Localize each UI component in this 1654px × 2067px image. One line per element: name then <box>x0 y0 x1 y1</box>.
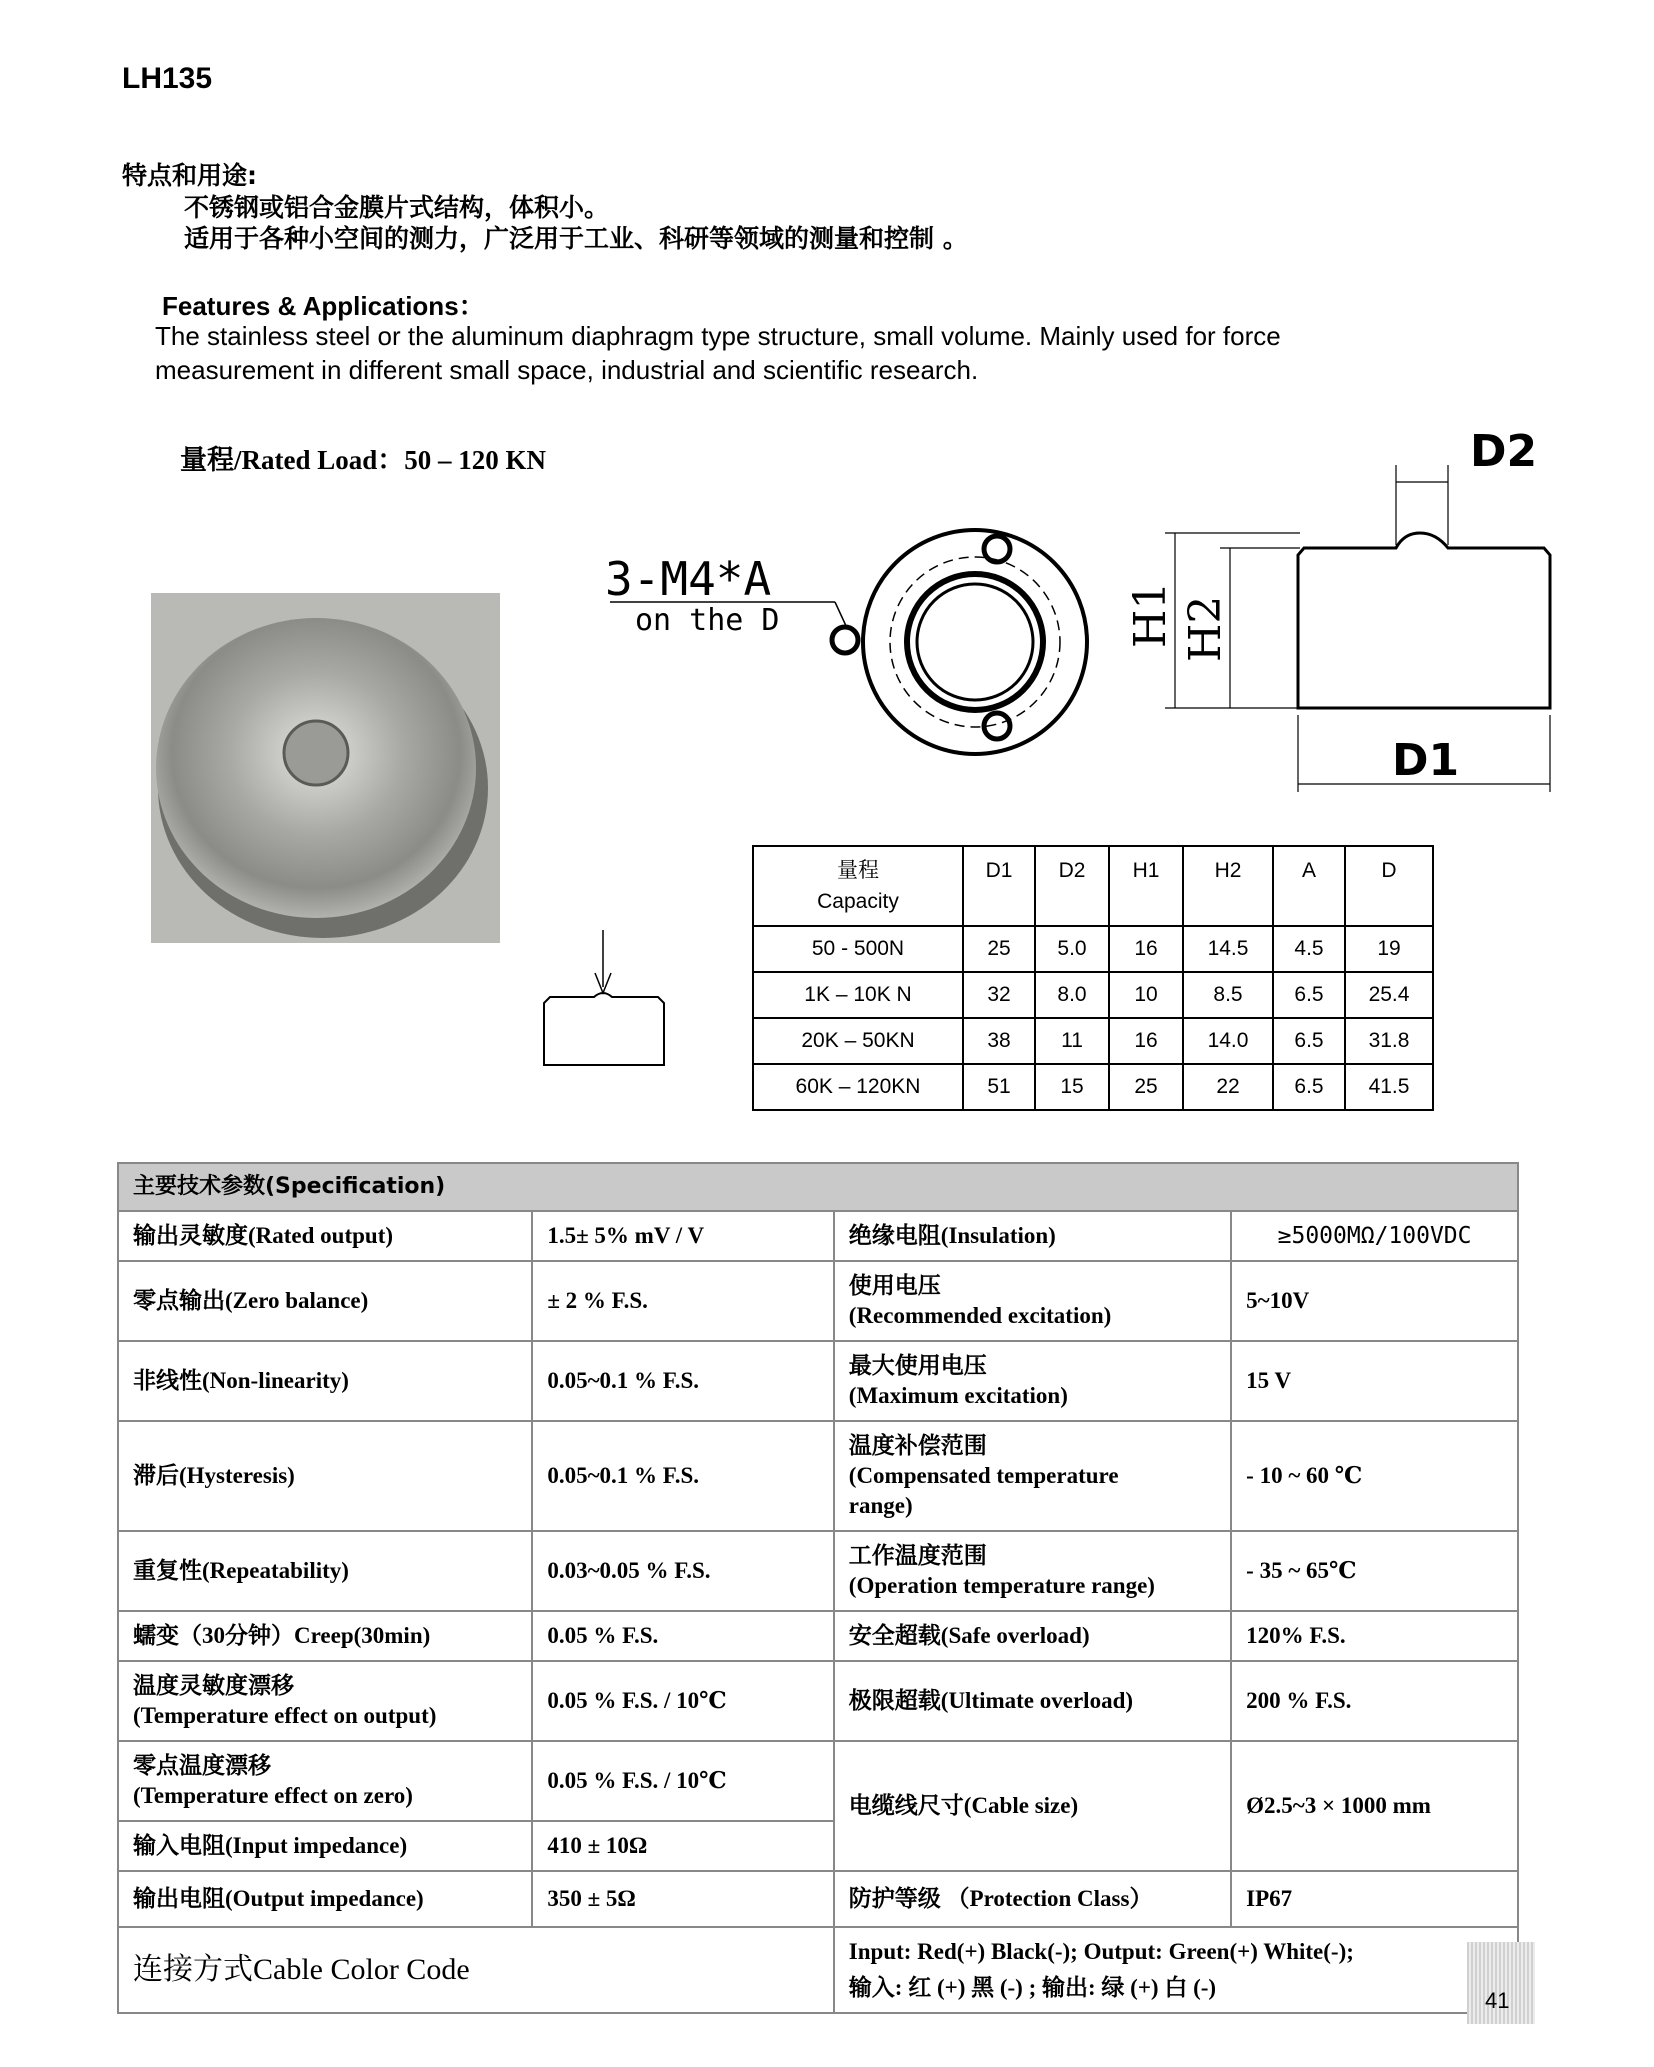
spec-label: 蠕变（30分钟）Creep(30min) <box>118 1611 532 1661</box>
capacity-cell: 20K – 50KN <box>753 1018 963 1064</box>
value-cell: 16 <box>1109 1018 1183 1064</box>
value-cell: 8.5 <box>1183 972 1273 1018</box>
spec-label: 输入电阻(Input impedance) <box>118 1821 532 1871</box>
spec-label: 最大使用电压 (Maximum excitation) <box>834 1341 1231 1421</box>
spec-value: 0.05~0.1 % F.S. <box>532 1421 833 1531</box>
spec-value: 0.05~0.1 % F.S. <box>532 1341 833 1421</box>
spec-value: 5~10V <box>1231 1261 1518 1341</box>
value-cell: 16 <box>1109 926 1183 972</box>
table-row <box>753 1064 1433 1110</box>
capacity-cell: 1K – 10K N <box>753 972 963 1018</box>
spec-value: ± 2 % F.S. <box>532 1261 833 1341</box>
spec-label: 温度灵敏度漂移 (Temperature effect on output) <box>118 1661 532 1741</box>
table-row <box>118 1611 1518 1661</box>
table-row <box>118 1211 1518 1261</box>
col-header: A <box>1273 846 1345 926</box>
spec-value: Ø2.5~3 × 1000 mm <box>1231 1741 1518 1871</box>
capacity-cell: 50 - 500N <box>753 926 963 972</box>
spec-label: 非线性(Non-linearity) <box>118 1341 532 1421</box>
features-zh-line1: 不锈钢或铝合金膜片式结构，体积小。 <box>184 193 610 222</box>
product-photo <box>151 593 500 943</box>
table-row <box>118 1661 1518 1741</box>
value-cell: 25 <box>1109 1064 1183 1110</box>
value-cell: 38 <box>963 1018 1035 1064</box>
spec-value: 1.5± 5% mV / V <box>532 1211 833 1261</box>
value-cell: 6.5 <box>1273 1064 1345 1110</box>
value-cell: 6.5 <box>1273 1018 1345 1064</box>
spec-value: 350 ± 5Ω <box>532 1871 833 1927</box>
value-cell: 22 <box>1183 1064 1273 1110</box>
value-cell: 31.8 <box>1345 1018 1433 1064</box>
spec-value: 0.05 % F.S. / 10℃ <box>532 1661 833 1741</box>
cable-color-value: Input: Red(+) Black(-); Output: Green(+) White(-); 输入: 红 (+) 黑 (-) ; 输出: 绿 (+) 白 (-) <box>834 1927 1518 2013</box>
table-row <box>118 1871 1518 1927</box>
value-cell: 14.5 <box>1183 926 1273 972</box>
load-cell-photo-icon <box>151 593 500 943</box>
features-en-line1: The stainless steel or the aluminum diaphragm type structure, small volume. Mainly used for force <box>155 321 1281 351</box>
table-row <box>753 926 1433 972</box>
spec-value: IP67 <box>1231 1871 1518 1927</box>
table-row <box>118 1421 1518 1531</box>
table-row <box>118 1341 1518 1421</box>
rated-load: 量程/Rated Load：50 – 120 KN <box>180 445 547 475</box>
page-title: LH135 <box>122 62 213 95</box>
spec-value: ≥5000MΩ/100VDC <box>1231 1211 1518 1261</box>
table-row <box>753 1018 1433 1064</box>
capacity-cell: 60K – 120KN <box>753 1064 963 1110</box>
spec-label: 滞后(Hysteresis) <box>118 1421 532 1531</box>
h2-label: H2 <box>1180 595 1231 662</box>
value-cell: 41.5 <box>1345 1064 1433 1110</box>
col-header: D1 <box>963 846 1035 926</box>
col-header: H1 <box>1109 846 1183 926</box>
col-header: H2 <box>1183 846 1273 926</box>
thread-sublabel: on the D <box>635 603 780 638</box>
table-row <box>118 1531 1518 1611</box>
spec-heading: 主要技术参数(Specification) <box>118 1163 1518 1211</box>
col-header: D2 <box>1035 846 1109 926</box>
side-view-drawing <box>1120 430 1560 810</box>
capacity-header: 量程 Capacity <box>753 846 963 926</box>
value-cell: 51 <box>963 1064 1035 1110</box>
value-cell: 5.0 <box>1035 926 1109 972</box>
value-cell: 4.5 <box>1273 926 1345 972</box>
spec-label: 输出灵敏度(Rated output) <box>118 1211 532 1261</box>
spec-value: - 10 ~ 60 ℃ <box>1231 1421 1518 1531</box>
value-cell: 10 <box>1109 972 1183 1018</box>
table-row <box>753 972 1433 1018</box>
value-cell: 14.0 <box>1183 1018 1273 1064</box>
spec-value: 410 ± 10Ω <box>532 1821 833 1871</box>
features-en-heading: Features & Applications： <box>162 291 485 321</box>
spec-label: 零点输出(Zero balance) <box>118 1261 532 1341</box>
load-direction-drawing <box>540 925 680 1070</box>
col-header: D <box>1345 846 1433 926</box>
value-cell: 32 <box>963 972 1035 1018</box>
spec-value: - 35 ~ 65℃ <box>1231 1531 1518 1611</box>
value-cell: 8.0 <box>1035 972 1109 1018</box>
value-cell: 25.4 <box>1345 972 1433 1018</box>
spec-label: 使用电压 (Recommended excitation) <box>834 1261 1231 1341</box>
spec-label: 极限超载(Ultimate overload) <box>834 1661 1231 1741</box>
spec-value: 200 % F.S. <box>1231 1661 1518 1741</box>
spec-value: 0.05 % F.S. / 10℃ <box>532 1741 833 1821</box>
spec-value: 0.05 % F.S. <box>532 1611 833 1661</box>
features-en-line2: measurement in different small space, industrial and scientific research. <box>155 355 979 385</box>
spec-label: 防护等级 （Protection Class） <box>834 1871 1231 1927</box>
specification-table <box>117 1162 1519 2014</box>
features-zh-heading: 特点和用途: <box>122 161 257 190</box>
h1-label: H1 <box>1125 581 1176 648</box>
cable-color-label: 连接方式Cable Color Code <box>118 1927 834 2013</box>
table-row <box>118 1741 1518 1821</box>
spec-value: 15 V <box>1231 1341 1518 1421</box>
table-row <box>118 1261 1518 1341</box>
spec-label: 工作温度范围 (Operation temperature range) <box>834 1531 1231 1611</box>
spec-value: 120% F.S. <box>1231 1611 1518 1661</box>
value-cell: 6.5 <box>1273 972 1345 1018</box>
thread-label: 3-M4*A <box>605 552 772 606</box>
page-number: 41 <box>1467 1942 1535 2024</box>
d1-label: D1 <box>1392 735 1460 786</box>
spec-label: 安全超载(Safe overload) <box>834 1611 1231 1661</box>
capacity-table <box>752 845 1434 1111</box>
value-cell: 15 <box>1035 1064 1109 1110</box>
spec-value: 0.03~0.05 % F.S. <box>532 1531 833 1611</box>
value-cell: 11 <box>1035 1018 1109 1064</box>
value-cell: 25 <box>963 926 1035 972</box>
top-view-drawing <box>595 500 1105 800</box>
spec-label: 绝缘电阻(Insulation) <box>834 1211 1231 1261</box>
d2-label: D2 <box>1470 430 1538 477</box>
table-row <box>118 1927 1518 2013</box>
value-cell: 19 <box>1345 926 1433 972</box>
spec-label: 重复性(Repeatability) <box>118 1531 532 1611</box>
features-zh-line2: 适用于各种小空间的测力，广泛用于工业、科研等领域的测量和控制 。 <box>184 224 968 253</box>
spec-label: 输出电阻(Output impedance) <box>118 1871 532 1927</box>
spec-label: 电缆线尺寸(Cable size) <box>834 1741 1231 1871</box>
spec-label: 零点温度漂移 (Temperature effect on zero) <box>118 1741 532 1821</box>
spec-label: 温度补偿范围 (Compensated temperature range) <box>834 1421 1231 1531</box>
